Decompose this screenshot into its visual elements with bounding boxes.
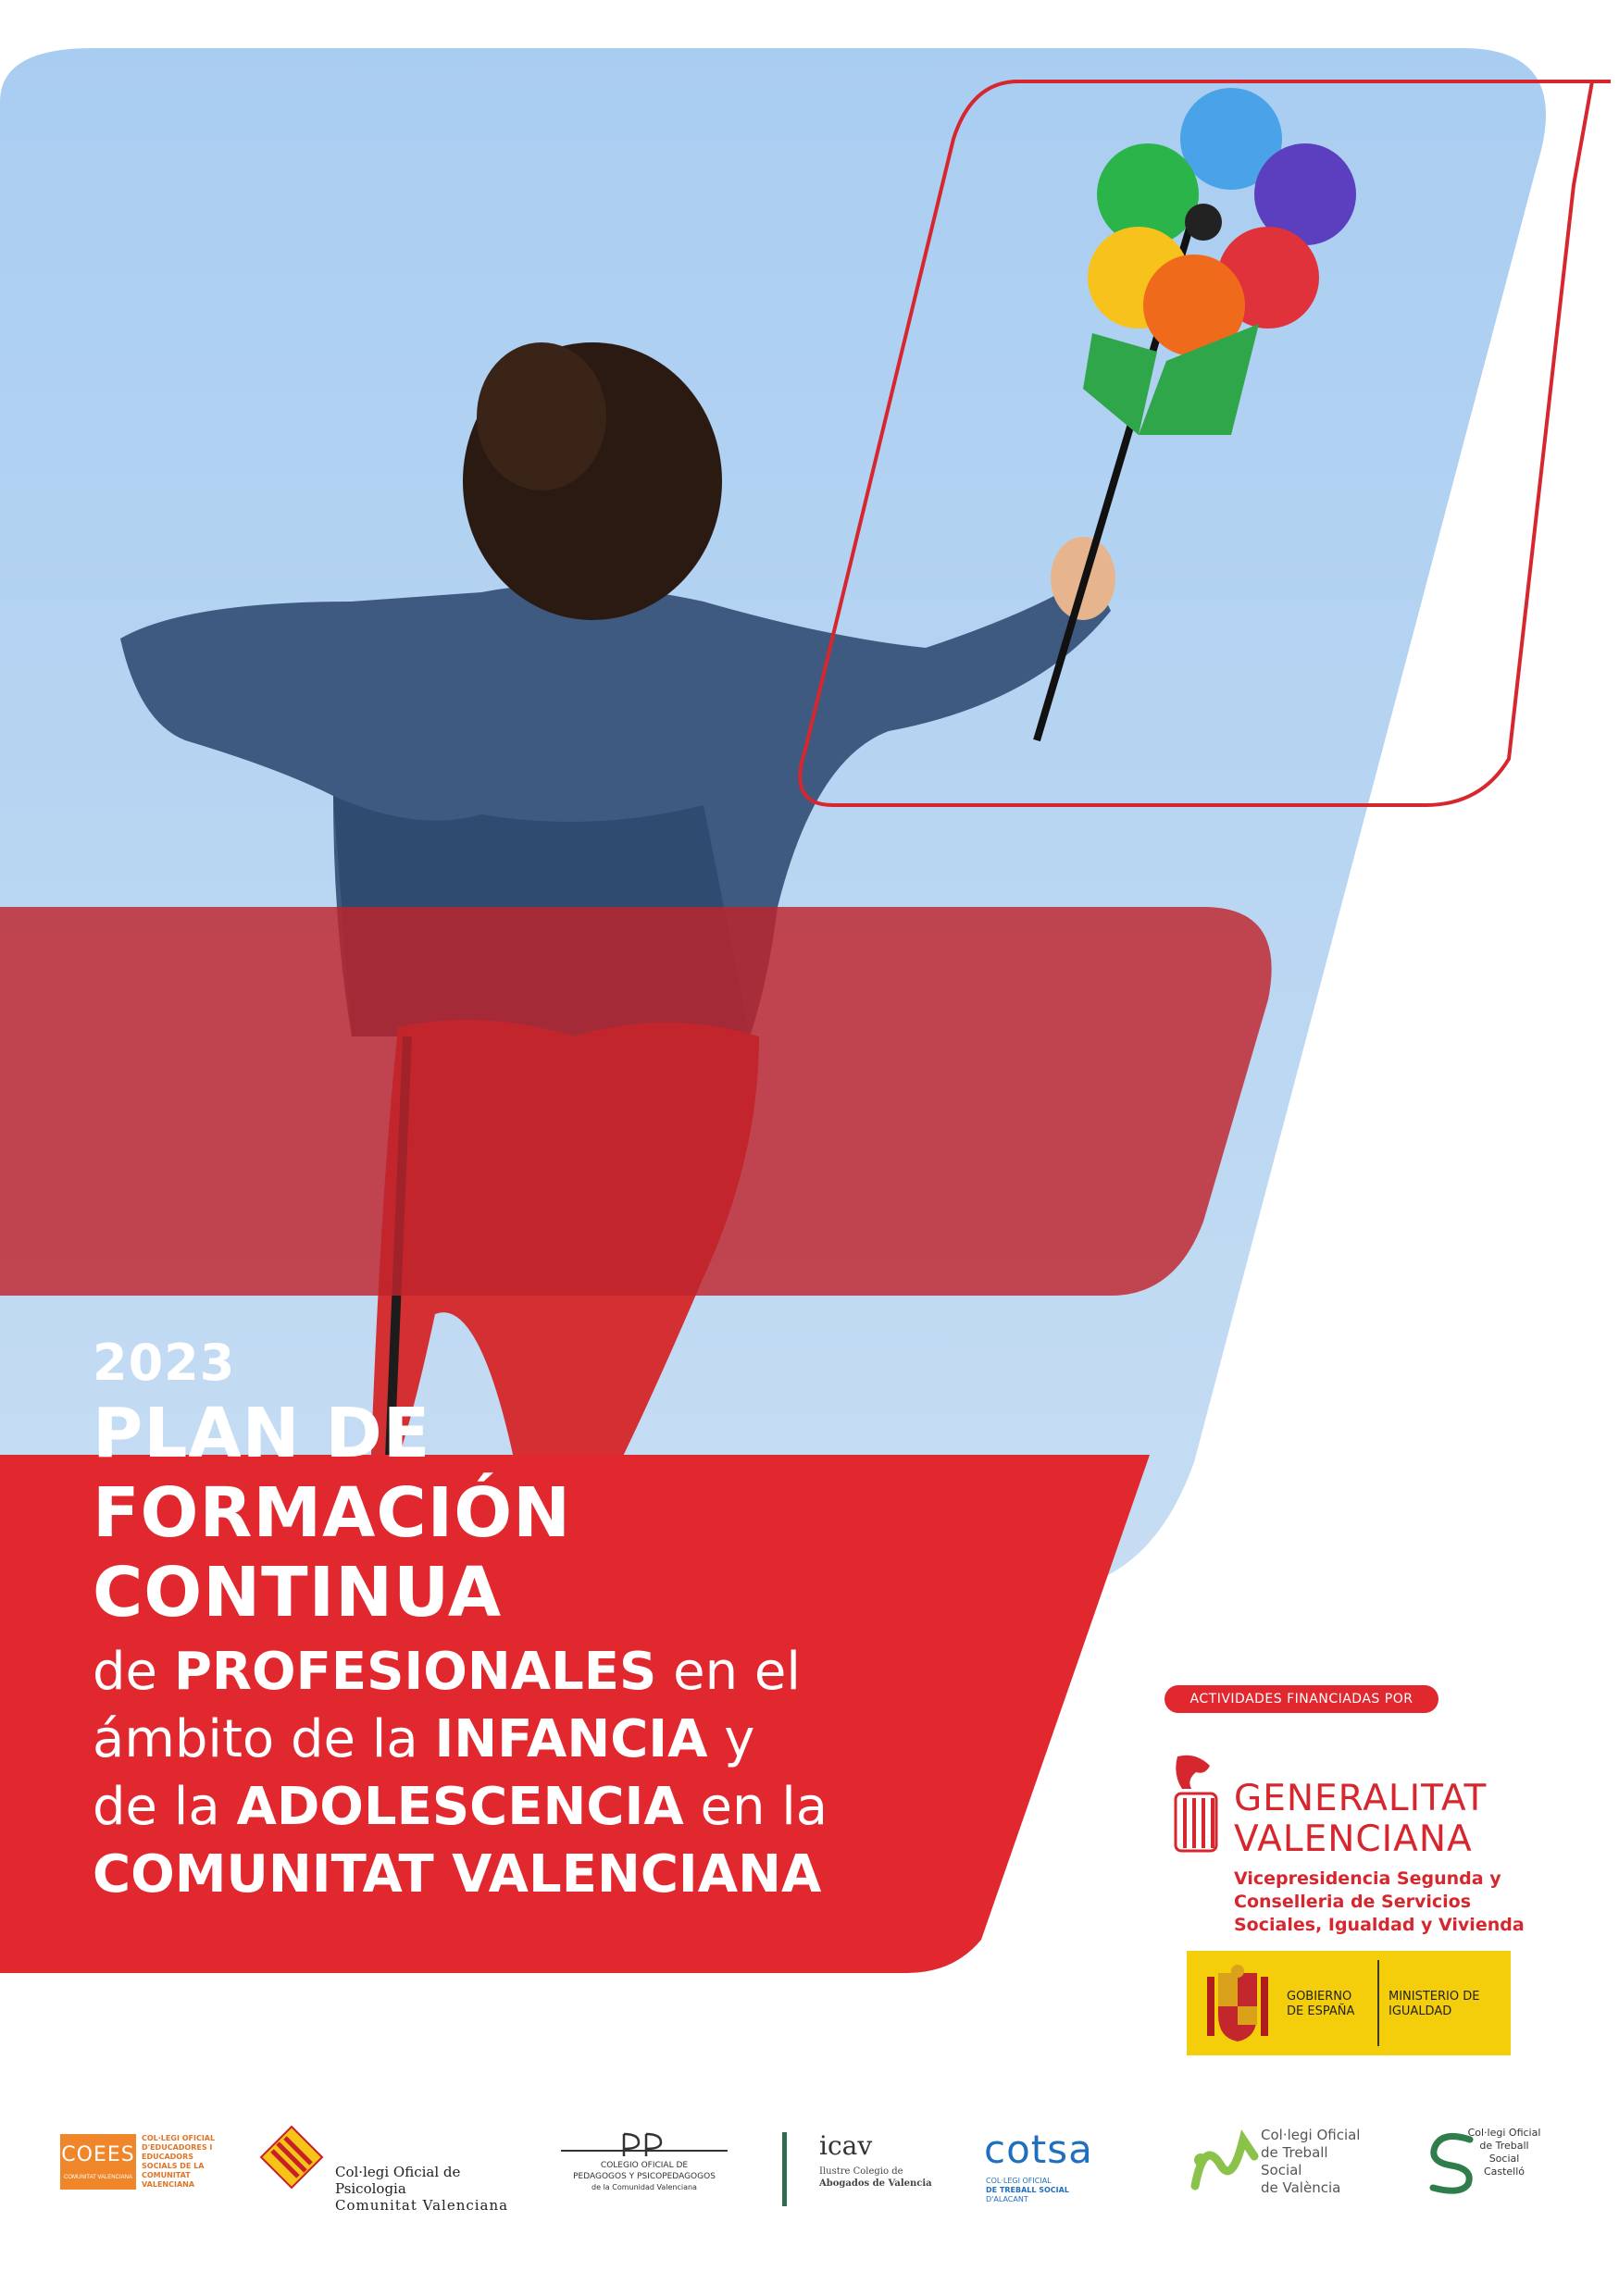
psicologia-diamond-icon [259,2125,324,2190]
ministry-divider [1377,1960,1379,2046]
title-year: 2023 [93,1334,236,1392]
red-band-overlay [0,907,1272,1296]
pedagogos-logo [561,2130,746,2204]
gobierno-de-espana: GOBIERNO DE ESPAÑA [1287,1990,1355,2018]
treball-social-valencia-text: Col·legi Oficial de Treball Social de València [1261,2127,1361,2196]
cotsa-text: COL·LEGI OFICIAL DE TREBALL SOCIAL D'ALACANT [986,2177,1069,2203]
generalitat-name: GENERALITAT VALENCIANA [1234,1778,1488,1860]
treball-social-valencia-logo [1189,2125,1365,2199]
subtitle-line: COMUNITAT VALENCIANA [93,1844,822,1905]
generalitat-department: Vicepresidencia Segunda y Conselleria de Servicios Sociales, Igualdad y Vivienda [1234,1868,1525,1935]
ministerio-de-igualdad: MINISTERIO DE IGUALDAD [1389,1990,1480,2018]
pedagogos-text: COLEGIO OFICIAL DE PEDAGOGOS Y PSICOPEDAGOGOS de la Comunidad Valenciana [573,2161,716,2191]
icav-divider [782,2132,787,2206]
spain-coat-of-arms-icon [1205,1964,1270,2043]
subtitle-line: ámbito de la INFANCIA y [93,1709,755,1769]
subtitle-line: de PROFESIONALES en el [93,1642,801,1702]
coees-sub: COMUNITAT VALENCIANA [64,2175,132,2180]
subtitle-line: de la ADOLESCENCIA en la [93,1777,828,1837]
cotsa-mark: cotsa [984,2127,1093,2172]
title-line: CONTINUA [93,1553,503,1632]
icav-mark: icav [819,2130,873,2161]
icav-text: Ilustre Colegio de Abogados de Valencia [819,2166,932,2189]
title-line: FORMACIÓN [93,1473,572,1553]
coees-description: COL·LEGI OFICIAL D'EDUCADORES I EDUCADORS SOCIALS DE LA COMUNITAT VALENCIANA [142,2134,216,2189]
treball-social-castello-logo [1424,2125,1544,2199]
cotsa-logo [984,2127,1151,2210]
generalitat-emblem-icon [1168,1752,1224,1855]
title-line: PLAN DE [93,1394,431,1473]
treball-social-castello-text: Col·legi Oficial de Treball Social Castelló [1467,2127,1541,2178]
coees-mark: COEES [60,2134,136,2190]
psicologia-logo [259,2125,518,2214]
ministry-logo [1187,1951,1511,2055]
coees-logo [60,2134,227,2201]
psicologia-text: Col·legi Oficial de Psicologia Comunitat Valenciana [335,2164,509,2214]
treball-social-valencia-icon [1189,2128,1259,2193]
funded-by-badge: ACTIVIDADES FINANCIADAS POR [1164,1685,1438,1713]
icav-logo [782,2128,940,2203]
cover-title [93,1333,963,1908]
pedagogos-mark-icon [561,2130,728,2158]
